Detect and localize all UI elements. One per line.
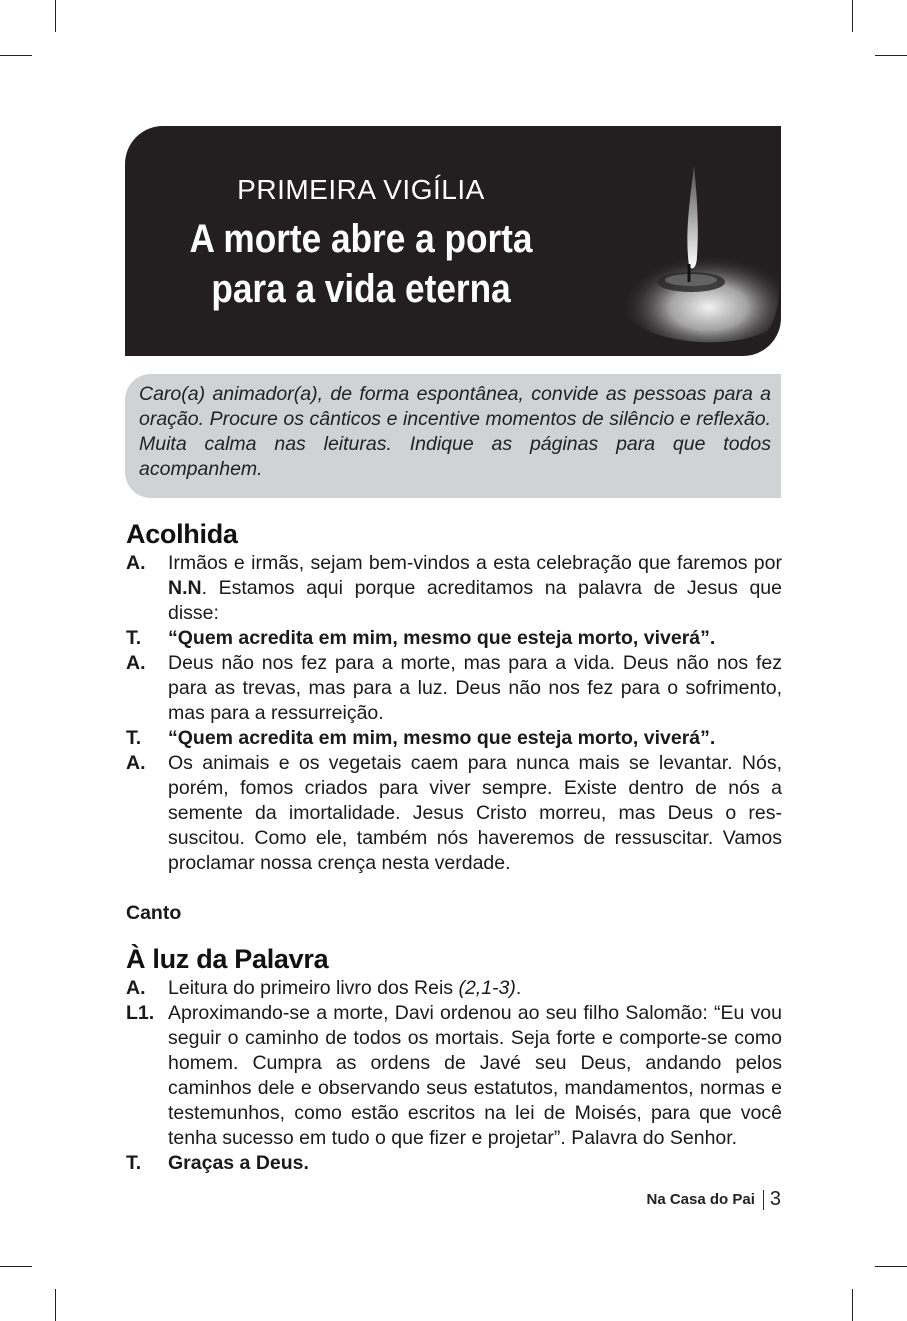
dialog-line <box>126 1001 782 1151</box>
crop-mark <box>852 1289 853 1321</box>
chapter-header <box>125 126 781 356</box>
speaker-label: T. <box>126 1152 142 1174</box>
dialog-line <box>126 1151 782 1176</box>
chapter-title-line: A morte abre a porta <box>189 217 533 261</box>
speaker-label: A. <box>126 552 146 574</box>
book-title: Na Casa do Pai <box>646 1191 755 1208</box>
dialog-line <box>126 751 782 876</box>
chapter-title-line: para a vida eterna <box>211 267 511 311</box>
crop-mark <box>875 1266 907 1267</box>
crop-mark <box>55 1289 56 1321</box>
section-title-acolhida: Acolhida <box>126 519 238 549</box>
candle-image <box>597 126 781 356</box>
dialog-line <box>126 551 782 626</box>
speaker-label: T. <box>126 627 142 649</box>
canto-heading: Canto <box>126 902 182 924</box>
crop-mark <box>55 0 56 32</box>
acolhida-dialog <box>126 551 782 876</box>
dialog-text: Irmãos e irmãs, sejam bem-vindos a esta celebração que faremos por N.N. Estamos aqui porque acreditamos na palavra de Jesus que disse: <box>168 552 782 624</box>
chapter-kicker: PRIMEIRA VIGÍLIA <box>237 174 485 205</box>
dialog-line <box>126 651 782 726</box>
placeholder-name: N.N <box>168 577 202 599</box>
speaker-label: A. <box>126 652 146 674</box>
animator-note-text: Caro(a) animador(a), de forma espontânea, convide as pessoas para a oração. Procure os cânticos e incentive momentos de silêncio e reflexão. Muita calma nas leituras. Indique as páginas para que todos acompanhem. <box>139 383 771 480</box>
dialog-text: Graças a Deus. <box>168 1152 309 1174</box>
crop-mark <box>0 55 32 56</box>
speaker-label: T. <box>126 727 142 749</box>
animator-note <box>125 374 781 498</box>
dialog-line <box>126 976 782 1001</box>
crop-mark <box>852 0 853 32</box>
dialog-text: Leitura do primeiro livro dos Reis (2,1-3). <box>168 977 522 999</box>
dialog-text: “Quem acredita em mim, mesmo que esteja morto, viverá”. <box>168 627 716 649</box>
dialog-text: “Quem acredita em mim, mesmo que esteja morto, viverá”. <box>168 727 716 749</box>
speaker-label: A. <box>126 977 146 999</box>
scripture-reference: (2,1-3) <box>458 977 516 999</box>
crop-mark <box>875 55 907 56</box>
page-footer <box>646 1188 781 1211</box>
dialog-text: Deus não nos fez para a morte, mas para a vida. Deus não nos fez para as trevas, mas para a luz. Deus não nos fez para o sofrimento, mas para a ressurreição. <box>168 652 782 724</box>
dialog-text: Os animais e os vegetais caem para nunca mais se levantar. Nós, porém, fomos criados para viver sempre. Existe dentro de nós a semente da imortalidade. Jesus Cristo morreu, mas Deus o ressuscitou. Como ele, também nós haveremos de ressuscitar. Vamos proclamar nossa crença nesta verdade. <box>168 752 782 874</box>
footer-divider <box>763 1190 764 1210</box>
dialog-line <box>126 626 782 651</box>
palavra-dialog <box>126 976 782 1176</box>
speaker-label: A. <box>126 752 146 774</box>
chapter-title <box>153 214 568 314</box>
page-number: 3 <box>769 1188 781 1210</box>
dialog-line <box>126 726 782 751</box>
dialog-text: Aproximando-se a morte, Davi ordenou ao seu filho Salomão: “Eu vou seguir o caminho de todos os mortais. Seja forte e comporte-se como homem. Cumpra as ordens de Javé seu Deus, andando pelos caminhos dele e observando seus estatutos, mandamentos, normas e testemunhos, como estão escritos na lei de Moisés, para que você tenha sucesso em tudo o que fizer e projetar”. Palavra do Senhor. <box>168 1002 782 1149</box>
crop-mark <box>0 1266 32 1267</box>
speaker-label: L1. <box>126 1002 155 1024</box>
section-title-palavra: À luz da Palavra <box>126 944 329 974</box>
